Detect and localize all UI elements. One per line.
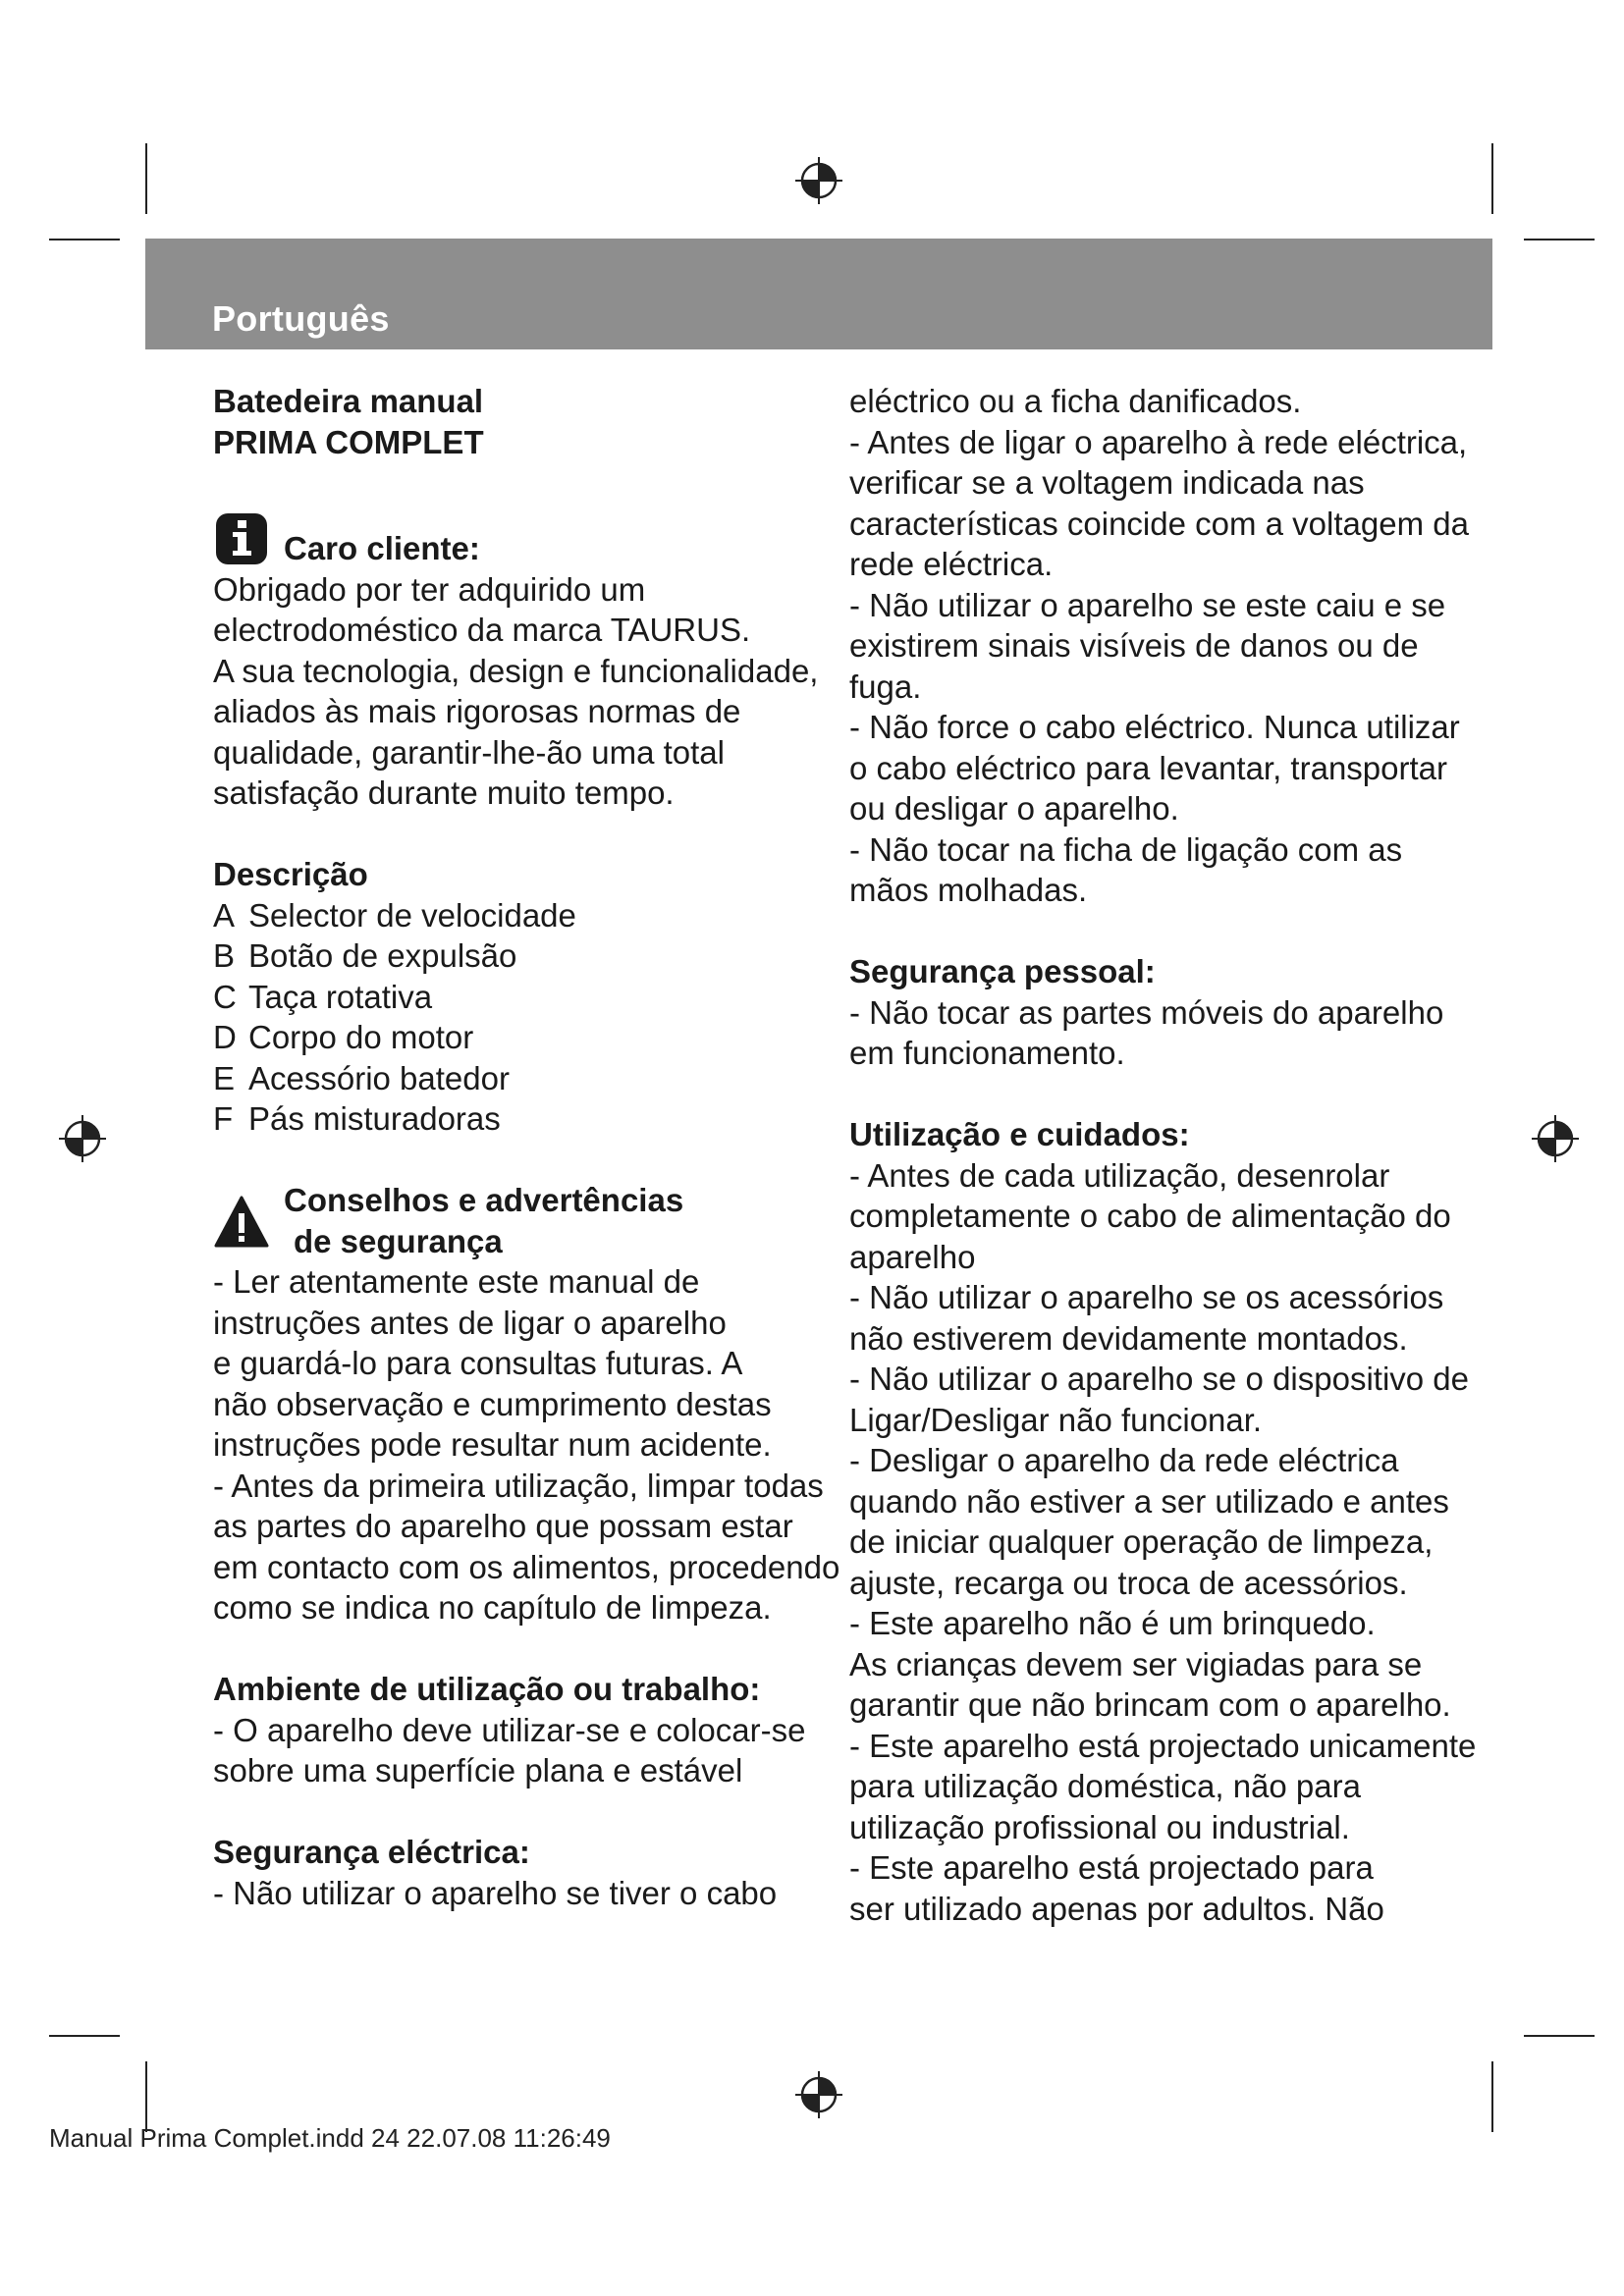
description-item: E Acessório batedor — [213, 1059, 510, 1096]
registration-mark-icon — [57, 1113, 108, 1164]
personal-safety-line: - Não tocar as partes móveis do aparelho — [849, 993, 1444, 1031]
usage-line: garantir que não brincam com o aparelho. — [849, 1686, 1451, 1723]
electrical-line: existirem sinais visíveis de danos ou de — [849, 627, 1419, 664]
usage-line: de iniciar qualquer operação de limpeza, — [849, 1523, 1434, 1560]
environment-line: - O aparelho deve utilizar-se e colocar-se — [213, 1711, 806, 1748]
crop-mark — [49, 239, 120, 240]
usage-line: aparelho — [849, 1238, 976, 1275]
usage-line: - Antes de cada utilização, desenrolar — [849, 1156, 1390, 1194]
intro-line: satisfação durante muito tempo. — [213, 774, 675, 811]
language-header-bar — [145, 239, 1492, 349]
crop-mark — [49, 2035, 120, 2037]
intro-line: qualidade, garantir-lhe-ão uma total — [213, 733, 725, 771]
usage-line: ser utilizado apenas por adultos. Não — [849, 1890, 1384, 1927]
electrical-line: rede eléctrica. — [849, 546, 1054, 582]
safety-line: não observação e cumprimento destas — [213, 1385, 772, 1422]
usage-line: para utilização doméstica, não para — [849, 1768, 1361, 1804]
electrical-line: - Não utilizar o aparelho se tiver o cabo — [213, 1874, 778, 1911]
usage-line: quando não estiver a ser utilizado e antes — [849, 1482, 1449, 1520]
safety-line: e guardá-lo para consultas futuras. A — [213, 1345, 743, 1381]
personal-safety-heading: Segurança pessoal: — [849, 953, 1156, 989]
crop-mark — [1491, 2061, 1493, 2132]
intro-section — [213, 516, 802, 569]
electrical-line: - Não force o cabo eléctrico. Nunca utilizar — [849, 709, 1460, 745]
intro-line: electrodoméstico da marca TAURUS. — [213, 612, 751, 648]
usage-line: - Este aparelho está projectado unicamente — [849, 1727, 1477, 1764]
electrical-line: - Antes de ligar o aparelho à rede eléctrica, — [849, 423, 1468, 460]
safety-line: instruções antes de ligar o aparelho — [213, 1304, 727, 1341]
usage-line: utilização profissional ou industrial. — [849, 1808, 1350, 1845]
electrical-line: ou desligar o aparelho. — [849, 790, 1179, 827]
usage-line: Ligar/Desligar não funcionar. — [849, 1401, 1263, 1438]
registration-mark-icon — [793, 2069, 844, 2120]
usage-line: - Não utilizar o aparelho se os acessórios — [849, 1279, 1444, 1315]
safety-line: - Antes da primeira utilização, limpar todas — [213, 1467, 824, 1504]
safety-line: instruções pode resultar num acidente. — [213, 1426, 772, 1463]
description-item: A Selector de velocidade — [213, 896, 576, 934]
safety-heading: Conselhos e advertências — [284, 1182, 684, 1218]
usage-line: - Desligar o aparelho da rede eléctrica — [849, 1442, 1399, 1478]
description-heading: Descrição — [213, 856, 368, 892]
safety-heading: de segurança — [294, 1222, 503, 1259]
product-model: PRIMA COMPLET — [213, 423, 484, 460]
usage-line: não estiverem devidamente montados. — [849, 1319, 1408, 1357]
crop-mark — [1491, 143, 1493, 214]
usage-line: - Este aparelho está projectado para — [849, 1849, 1374, 1886]
personal-safety-line: em funcionamento. — [849, 1035, 1125, 1071]
usage-line: As crianças devem ser vigiadas para se — [849, 1645, 1423, 1682]
registration-mark-icon — [793, 155, 844, 206]
description-item: C Taça rotativa — [213, 978, 433, 1015]
right-column — [849, 381, 1477, 1929]
description-item: B Botão de expulsão — [213, 937, 517, 974]
electrical-line: mãos molhadas. — [849, 872, 1088, 908]
safety-line: - Ler atentamente este manual de — [213, 1263, 700, 1300]
environment-heading: Ambiente de utilização ou trabalho: — [213, 1671, 761, 1707]
crop-mark — [145, 2061, 147, 2132]
language-label: Português — [212, 298, 390, 339]
registration-mark-icon — [1530, 1113, 1581, 1164]
intro-line: aliados às mais rigorosas normas de — [213, 693, 741, 729]
usage-line: ajuste, recarga ou troca de acessórios. — [849, 1564, 1408, 1601]
description-item: F Pás misturadoras — [213, 1100, 501, 1137]
electrical-line: o cabo eléctrico para levantar, transportar — [849, 749, 1448, 786]
electrical-line: características coincide com a voltagem da — [849, 505, 1469, 542]
environment-line: sobre uma superfície plana e estável — [213, 1752, 743, 1789]
intro-heading: Caro cliente: — [284, 530, 480, 566]
safety-line: como se indica no capítulo de limpeza. — [213, 1589, 772, 1626]
usage-line: completamente o cabo de alimentação do — [849, 1198, 1451, 1234]
electrical-heading: Segurança eléctrica: — [213, 1834, 530, 1870]
electrical-line: eléctrico ou a ficha danificados. — [849, 383, 1302, 419]
electrical-line: verificar se a voltagem indicada nas — [849, 464, 1365, 501]
electrical-line: - Não tocar na ficha de ligação com as — [849, 830, 1403, 868]
safety-line: em contacto com os alimentos, procedendo — [213, 1548, 840, 1585]
electrical-line: fuga. — [849, 667, 922, 705]
safety-line: as partes do aparelho que possam estar — [213, 1508, 793, 1544]
electrical-line: - Não utilizar o aparelho se este caiu e se — [849, 586, 1446, 623]
info-icon — [213, 510, 270, 567]
crop-mark — [1524, 239, 1595, 240]
description-item: D Corpo do motor — [213, 1019, 474, 1055]
warning-icon — [213, 1194, 270, 1251]
usage-line: - Não utilizar o aparelho se o dispositivo de — [849, 1361, 1470, 1397]
crop-mark — [1524, 2035, 1595, 2037]
intro-line: Obrigado por ter adquirido um — [213, 570, 646, 608]
crop-mark — [145, 143, 147, 214]
safety-section — [213, 1180, 802, 1261]
intro-line: A sua tecnologia, design e funcionalidade, — [213, 652, 819, 689]
left-column — [213, 381, 840, 1913]
usage-heading: Utilização e cuidados: — [849, 1116, 1190, 1152]
usage-line: - Este aparelho não é um brinquedo. — [849, 1605, 1376, 1641]
print-slug: Manual Prima Complet.indd 24 22.07.08 11:26:49 — [49, 2123, 611, 2153]
product-title: Batedeira manual — [213, 383, 484, 419]
